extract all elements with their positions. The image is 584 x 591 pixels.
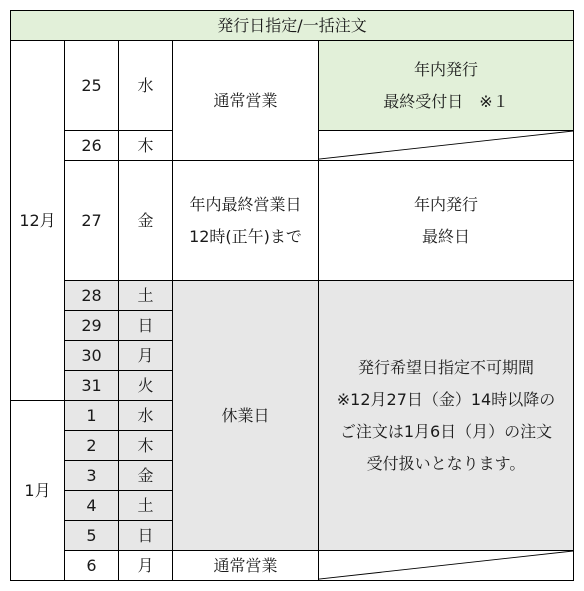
weekday-cell	[118, 40, 173, 131]
issue-empty-diagonal-top	[318, 130, 574, 161]
weekday-label: 木	[137, 435, 154, 455]
business-normal-bottom-label: 通常営業	[213, 555, 278, 575]
issue-unavailable-line4: 受付扱いとなります。	[366, 453, 526, 473]
weekday-cell	[118, 520, 173, 551]
day-label: 30	[81, 345, 102, 365]
day-cell	[64, 340, 119, 371]
issue-unavailable-line3: ご注文は1月6日（月）の注文	[339, 421, 553, 441]
issue-final-day-line2: 最終日	[421, 226, 470, 246]
table-header-title: 発行日指定/一括注文	[217, 15, 367, 35]
weekday-label: 月	[137, 555, 154, 575]
weekday-label: 火	[137, 375, 154, 395]
weekday-cell	[118, 400, 173, 431]
day-cell	[64, 130, 119, 161]
issue-final-accept-line1: 年内発行	[413, 59, 478, 79]
business-normal-top	[172, 40, 319, 161]
issue-empty-diagonal-bottom	[318, 550, 574, 581]
diagonal-slash	[319, 131, 573, 160]
weekday-cell	[118, 430, 173, 461]
weekday-cell	[118, 460, 173, 491]
day-label: 25	[81, 75, 102, 95]
weekday-cell	[118, 550, 173, 581]
business-last-day-line1: 年内最終営業日	[189, 194, 302, 214]
day-label: 29	[81, 315, 102, 335]
month-january-label: 1月	[24, 480, 51, 500]
business-last-day	[172, 160, 319, 281]
day-cell	[64, 400, 119, 431]
day-label: 3	[86, 465, 97, 485]
day-cell	[64, 460, 119, 491]
day-label: 31	[81, 375, 102, 395]
weekday-label: 水	[137, 75, 154, 95]
day-label: 27	[81, 210, 102, 230]
weekday-cell	[118, 310, 173, 341]
weekday-label: 土	[137, 285, 154, 305]
weekday-cell	[118, 130, 173, 161]
business-normal-bottom	[172, 550, 319, 581]
weekday-label: 金	[137, 210, 154, 230]
weekday-cell	[118, 160, 173, 281]
weekday-label: 日	[137, 315, 154, 335]
month-december-label: 12月	[19, 210, 56, 230]
business-holiday	[172, 280, 319, 551]
day-cell	[64, 310, 119, 341]
day-label: 5	[86, 525, 97, 545]
weekday-label: 木	[137, 135, 154, 155]
issue-unavailable-line2: ※12月27日（金）14時以降の	[336, 389, 556, 409]
day-label: 2	[86, 435, 97, 455]
issue-final-accept-line2: 最終受付日 ※１	[383, 91, 509, 111]
day-cell	[64, 550, 119, 581]
month-january	[10, 400, 65, 581]
weekday-label: 月	[137, 345, 154, 365]
weekday-label: 金	[137, 465, 154, 485]
weekday-label: 日	[137, 525, 154, 545]
day-label: 1	[86, 405, 97, 425]
issue-final-day	[318, 160, 574, 281]
business-holiday-label: 休業日	[221, 405, 270, 425]
business-last-day-line2: 12時(正午)まで	[189, 226, 302, 246]
day-label: 6	[86, 555, 97, 575]
day-cell	[64, 490, 119, 521]
weekday-cell	[118, 490, 173, 521]
weekday-cell	[118, 370, 173, 401]
day-label: 26	[81, 135, 102, 155]
weekday-cell	[118, 340, 173, 371]
day-cell	[64, 40, 119, 131]
day-cell	[64, 370, 119, 401]
day-cell	[64, 280, 119, 311]
day-cell	[64, 520, 119, 551]
issue-final-day-line1: 年内発行	[413, 194, 478, 214]
issue-unavailable-line1: 発行希望日指定不可期間	[357, 357, 534, 377]
issue-unavailable	[318, 280, 574, 551]
day-cell	[64, 160, 119, 281]
day-label: 28	[81, 285, 102, 305]
table-header	[10, 10, 574, 41]
weekday-label: 土	[137, 495, 154, 515]
day-label: 4	[86, 495, 97, 515]
weekday-cell	[118, 280, 173, 311]
month-december	[10, 40, 65, 401]
issue-final-accept	[318, 40, 574, 131]
day-cell	[64, 430, 119, 461]
weekday-label: 水	[137, 405, 154, 425]
business-normal-top-label: 通常営業	[213, 90, 278, 110]
diagonal-slash	[319, 551, 573, 580]
schedule-table	[10, 10, 574, 581]
